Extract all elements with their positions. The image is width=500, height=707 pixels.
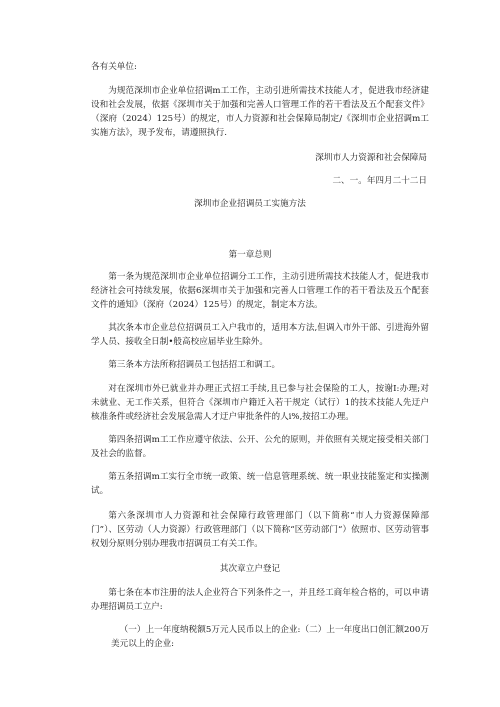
- document-title: 深圳市企业招调员工实施方法: [194, 199, 306, 209]
- article-7-item: （一）上一年度纳税额5万元人民币以上的企业:（二）上一年度出口创汇额200万美元以上的企业:: [111, 625, 429, 649]
- article-3: 第三条本方法所称招调员工包括招工和调工。: [108, 360, 281, 370]
- chapter-heading: 其次章立户登记: [219, 564, 281, 574]
- issuer: 深圳市人力资源和社会保障局: [315, 153, 427, 163]
- article-1: 第一条为规范深圳市企业单位招调分工工作，主动引进所需技术技能人才，促进我市经济社会可持续发展，依据6深圳市关于加强和完善人口管理工作的若干看法及五个配套文件的通知》（深府（2024）125号）的规定，制定本方法。: [91, 272, 429, 310]
- article-7: 第七条在本市注册的法人企业符合下列条件之一，并且经工商年检合格的，可以申请办理招调员工立户:: [91, 588, 429, 612]
- intro-paragraph: 为规范深圳市企业单位招调m工工作，主动引进所需技术技能人才，促进我市经济建设和社会发展，依据《深圳市关于加强和完善人口管理工作的若干看法及五个配套文件》（深府（2024）125号）的规定，市人力资源和社会保障局制定/《深圳市企业招调m工实施方法》，现予发布，请遵照执行.: [91, 86, 429, 138]
- article-2: 其次条本市企业总位招调员工入户我市的，适用本方法,但调入市外干部、引进海外留学人员、接收全日制•般高校应届毕业生除外。: [91, 323, 429, 347]
- article-6: 第六条深圳市人力资源和社会保障行政管理部门（以下简称“市人力资源保障部门”）、区劳动（人力资源）行政管理部门（以下简称“区劳动部门“）依照市、区劳动管事权划分原则分别办理我市招调员工有关工作。: [91, 511, 429, 549]
- article-4: 第四条招调m工工作应遵守依法、公开、公允的原则，并依照有关规定接受相关部门及社会的监督。: [91, 435, 429, 459]
- article-3-body: 对在深圳市外已就业并办理正式招工手续,且已参与社会保险的工人，按谢I:办理;对未就业、无工作关系，但符合《深圳市户籍迁入若干规定（试行）1的技术技能人先迂户核准条件或经济社会发展急需人才迂户审批条件的人i%,按招工办理。: [91, 384, 429, 422]
- chapter-heading: 第一章总则: [228, 250, 272, 260]
- issue-date: 二、一。年四月二十二日: [332, 176, 427, 186]
- article-5: 第五条招调m工实行全市统一政策、统一信息管理系统、统一职业技能鉴定和实操测试。: [91, 472, 429, 496]
- salutation: 各有关单位:: [91, 62, 137, 72]
